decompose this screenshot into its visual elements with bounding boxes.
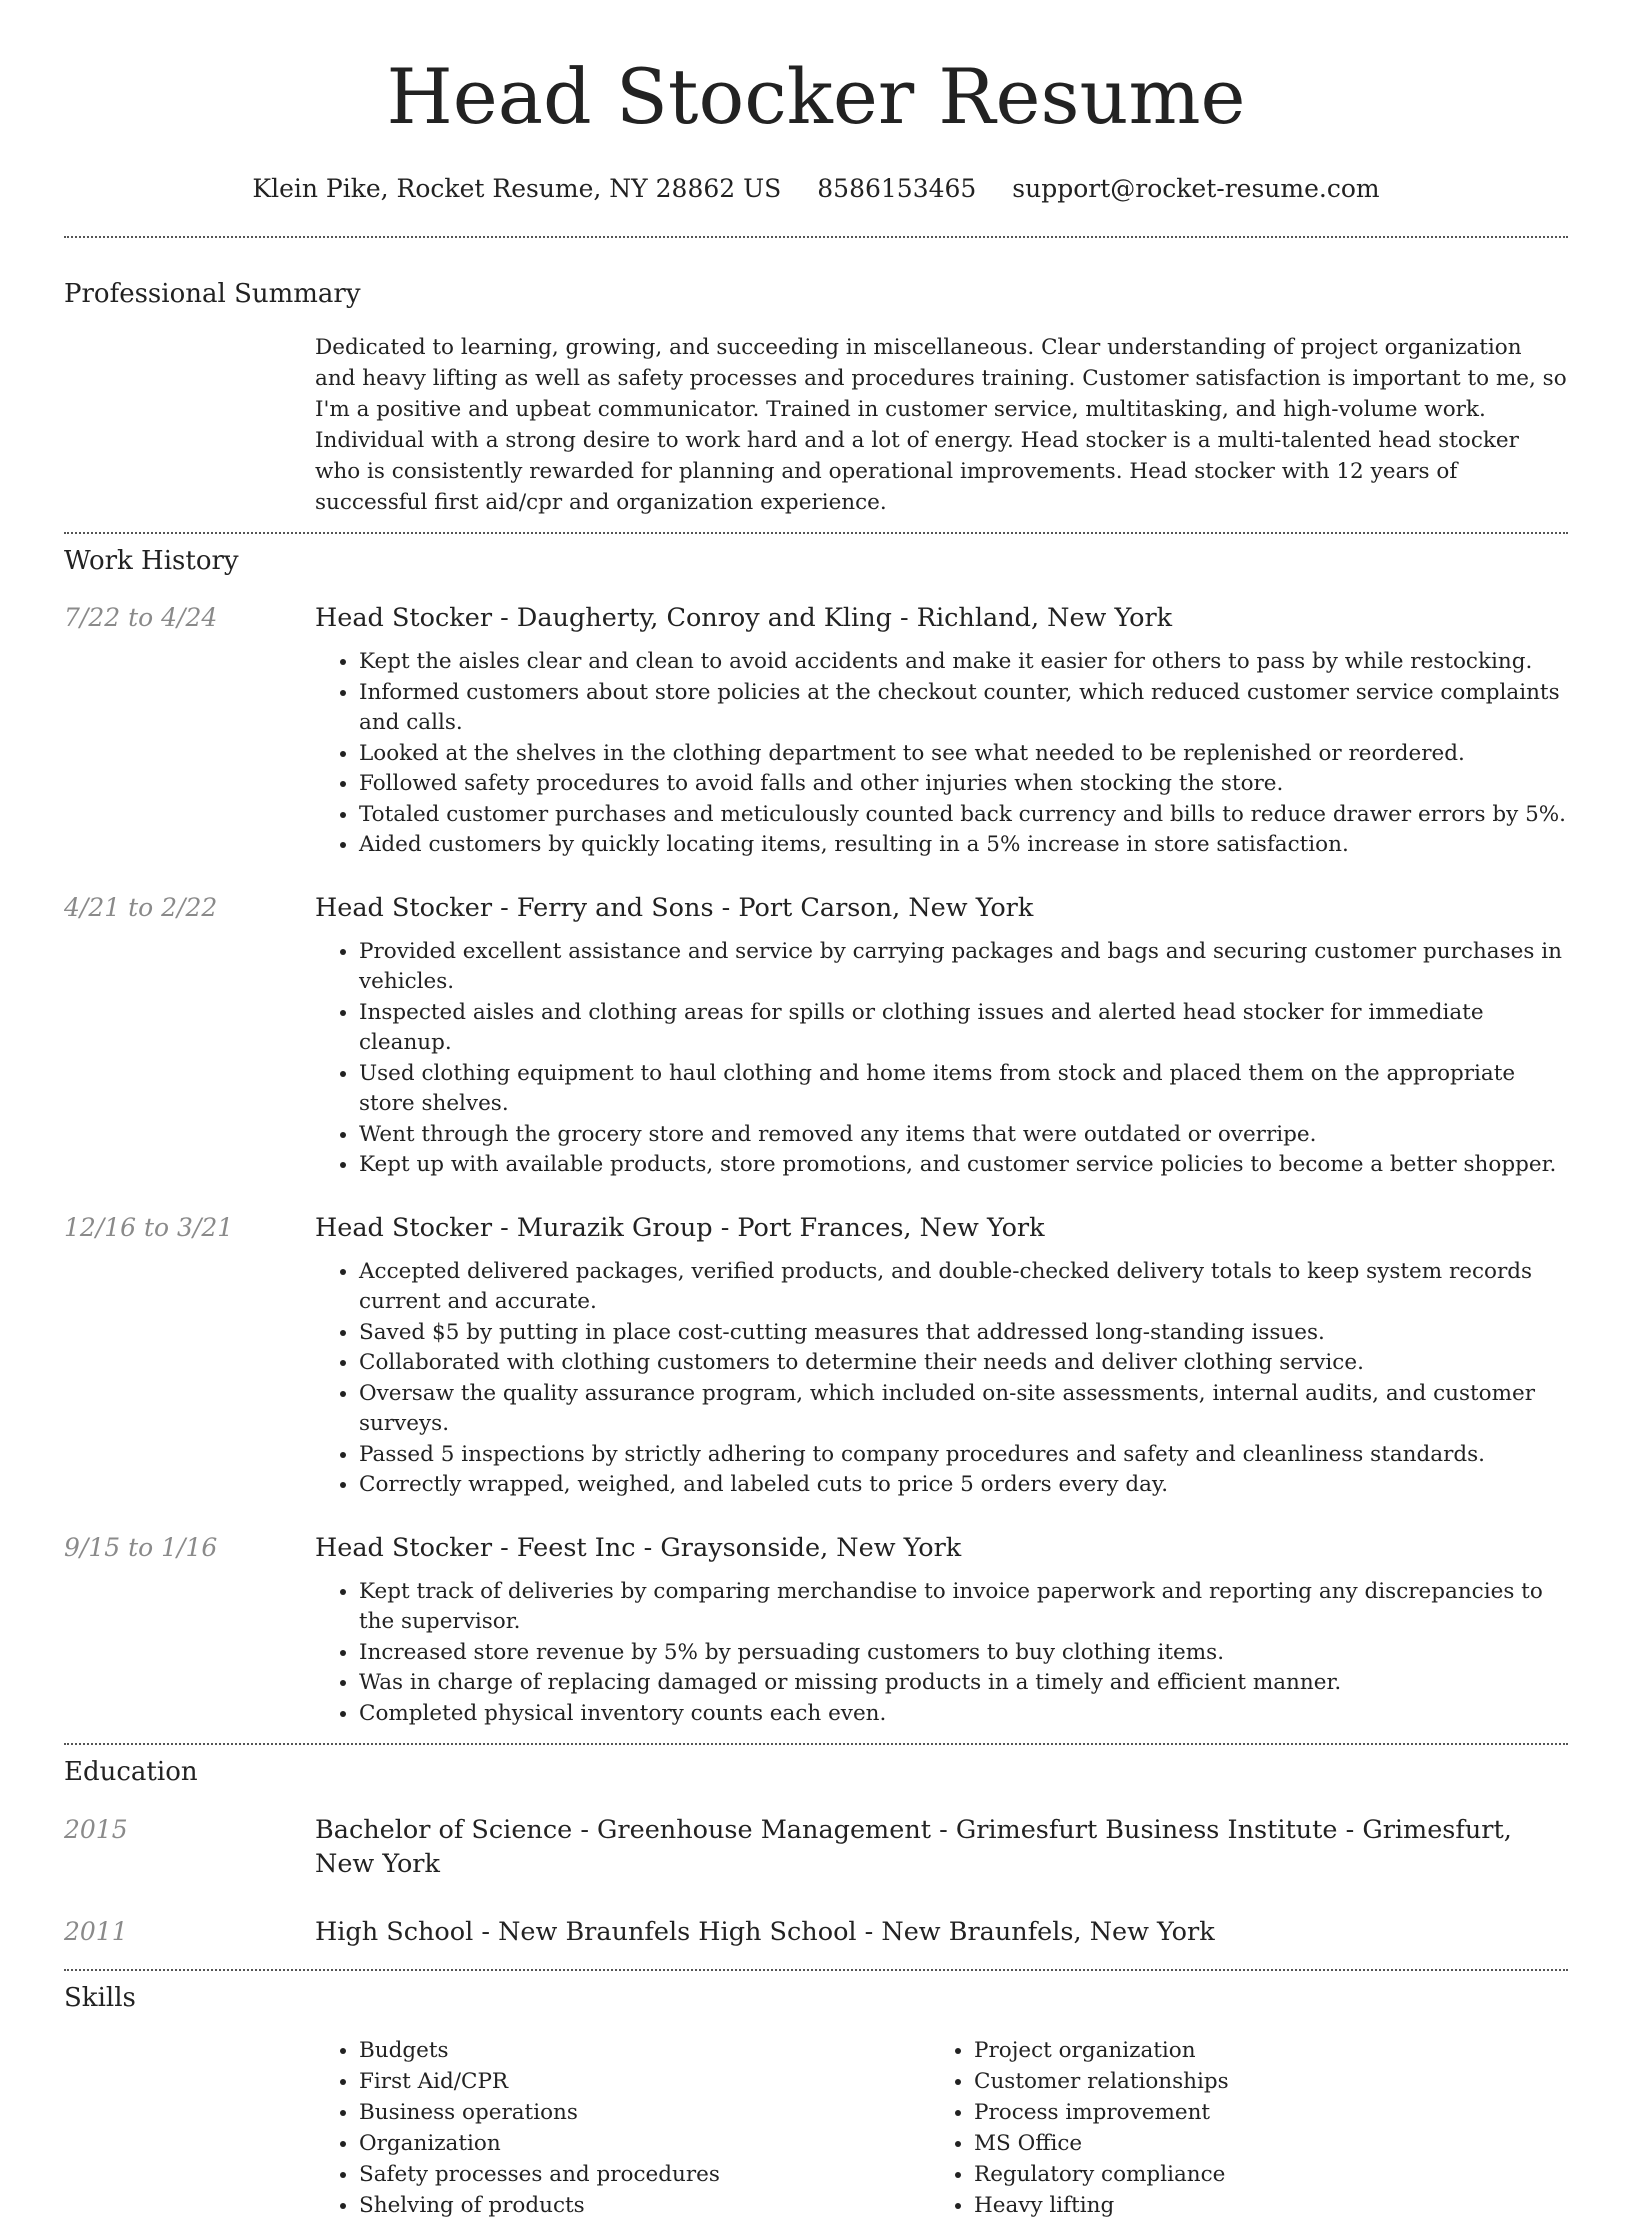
resume-title: Head Stocker Resume — [386, 52, 1246, 141]
list-item: • Increased store revenue by 5% by persuading customers to buy clothing items. — [359, 1638, 1568, 1669]
list-item: • Organization — [359, 2128, 930, 2159]
summary-section — [64, 0, 1568, 282]
job-title: Head Stocker - Feest Inc - Graysonside, New York — [315, 1532, 962, 1563]
job-entry — [64, 1211, 1568, 1501]
education-heading: Education — [64, 1757, 198, 1787]
list-item: • Kept the aisles clear and clean to avoid accidents and make it easier for others to pass by while restocking. — [359, 647, 1568, 678]
list-item: • Collaborated with clothing customers to determine their needs and deliver clothing service. — [359, 1348, 1568, 1379]
education-title: High School - New Braunfels High School - New Braunfels, New York — [315, 1917, 1215, 1947]
job-bullets — [315, 937, 1568, 1181]
list-item: • Shelving of products — [359, 2190, 930, 2221]
job-title: Head Stocker - Daugherty, Conroy and Kling - Richland, New York — [315, 603, 1173, 633]
divider — [64, 532, 1568, 534]
job-bullets — [315, 1577, 1568, 1730]
education-year: 2015 — [64, 1815, 128, 1844]
list-item: • Kept track of deliveries by comparing merchandise to invoice paperwork and reporting any discrepancies to the supervisor. — [359, 1577, 1568, 1638]
list-item: • Customer relationships — [974, 2066, 1545, 2097]
list-item: • Budgets — [359, 2035, 930, 2066]
list-item: • Used clothing equipment to haul clothing and home items from stock and placed them on the appropriate store shelves. — [359, 1059, 1568, 1120]
list-item: • Totaled customer purchases and meticulously counted back currency and bills to reduce drawer errors by 5%. — [359, 800, 1568, 831]
divider — [64, 1969, 1568, 1971]
list-item: • Oversaw the quality assurance program, which included on-site assessments, internal audits, and customer surveys. — [359, 1379, 1568, 1440]
education-entry — [64, 1813, 1568, 1881]
skills-list-right — [930, 2035, 1545, 2221]
job-title: Head Stocker - Ferry and Sons - Port Carson, New York — [315, 892, 1034, 923]
summary-text: Dedicated to learning, growing, and succeeding in miscellaneous. Clear understanding of project organization and heavy lifting as well as safety processes and procedures training. Customer satisfaction is important to me, so I'm a positive and upbeat communicator. Trained in customer service, multitasking, and high-volume work. Individual with a strong desire to work hard and a lot of energy. Head stocker is a multi-talented head stocker who is consistently rewarded for planning and operational improvements. Head stocker with 12 years of successful first aid/cpr and organization experience. — [315, 335, 1567, 515]
list-item: • Was in charge of replacing damaged or missing products in a timely and efficient manner. — [359, 1668, 1568, 1699]
job-entry — [64, 601, 1568, 861]
contact-phone: 8586153465 — [817, 174, 977, 203]
list-item: • Went through the grocery store and removed any items that were outdated or overripe. — [359, 1120, 1568, 1151]
list-item: • Looked at the shelves in the clothing department to see what needed to be replenished or reordered. — [359, 739, 1568, 770]
skills-heading: Skills — [64, 1983, 136, 2013]
divider — [64, 1743, 1568, 1745]
list-item: • Informed customers about store policies at the checkout counter, which reduced customer service complaints and calls. — [359, 678, 1568, 739]
education-title: Bachelor of Science - Greenhouse Management - Grimesfurt Business Institute - Grimesfurt, New York — [315, 1815, 1512, 1879]
list-item: • First Aid/CPR — [359, 2066, 930, 2097]
job-dates: 12/16 to 3/21 — [64, 1212, 234, 1242]
list-item: • MS Office — [974, 2128, 1545, 2159]
list-item: • Regulatory compliance — [974, 2159, 1545, 2190]
job-bullets — [315, 1257, 1568, 1501]
list-item: • Followed safety procedures to avoid falls and other injuries when stocking the store. — [359, 769, 1568, 800]
skills-row — [64, 2035, 1568, 2221]
job-bullets — [315, 647, 1568, 861]
list-item: • Saved $5 by putting in place cost-cutting measures that addressed long-standing issues. — [359, 1318, 1568, 1349]
list-item: • Safety processes and procedures — [359, 2159, 930, 2190]
job-entry — [64, 1531, 1568, 1730]
list-item: • Business operations — [359, 2097, 930, 2128]
list-item: • Completed physical inventory counts each even. — [359, 1699, 1568, 1730]
job-dates: 7/22 to 4/24 — [64, 603, 218, 632]
list-item: • Provided excellent assistance and service by carrying packages and bags and securing customer purchases in vehicles. — [359, 937, 1568, 998]
list-item: • Correctly wrapped, weighed, and labeled cuts to price 5 orders every day. — [359, 1470, 1568, 1501]
skills-list-left — [315, 2035, 930, 2221]
summary-heading: Professional Summary — [64, 279, 361, 309]
list-item: • Accepted delivered packages, verified products, and double-checked delivery totals to keep system records current and accurate. — [359, 1257, 1568, 1318]
list-item: • Heavy lifting — [974, 2190, 1545, 2221]
list-item: • Inspected aisles and clothing areas for spills or clothing issues and alerted head stocker for immediate cleanup. — [359, 998, 1568, 1059]
job-entry — [64, 891, 1568, 1181]
summary-row — [64, 332, 1568, 518]
list-item: • Aided customers by quickly locating items, resulting in a 5% increase in store satisfaction. — [359, 830, 1568, 861]
list-item: • Project organization — [974, 2035, 1545, 2066]
list-item: • Passed 5 inspections by strictly adhering to company procedures and safety and cleanliness standards. — [359, 1440, 1568, 1471]
job-title: Head Stocker - Murazik Group - Port Frances, New York — [315, 1212, 1045, 1243]
education-year: 2011 — [64, 1917, 128, 1946]
list-item: • Kept up with available products, store promotions, and customer service policies to become a better shopper. — [359, 1150, 1568, 1181]
contact-address: Klein Pike, Rocket Resume, NY 28862 US — [252, 174, 782, 203]
job-dates: 4/21 to 2/22 — [64, 892, 218, 922]
job-dates: 9/15 to 1/16 — [64, 1532, 218, 1562]
list-item: • Process improvement — [974, 2097, 1545, 2128]
contact-email: support@rocket-resume.com — [1012, 174, 1380, 203]
work-history-heading: Work History — [64, 546, 239, 576]
education-entry — [64, 1915, 1568, 1949]
